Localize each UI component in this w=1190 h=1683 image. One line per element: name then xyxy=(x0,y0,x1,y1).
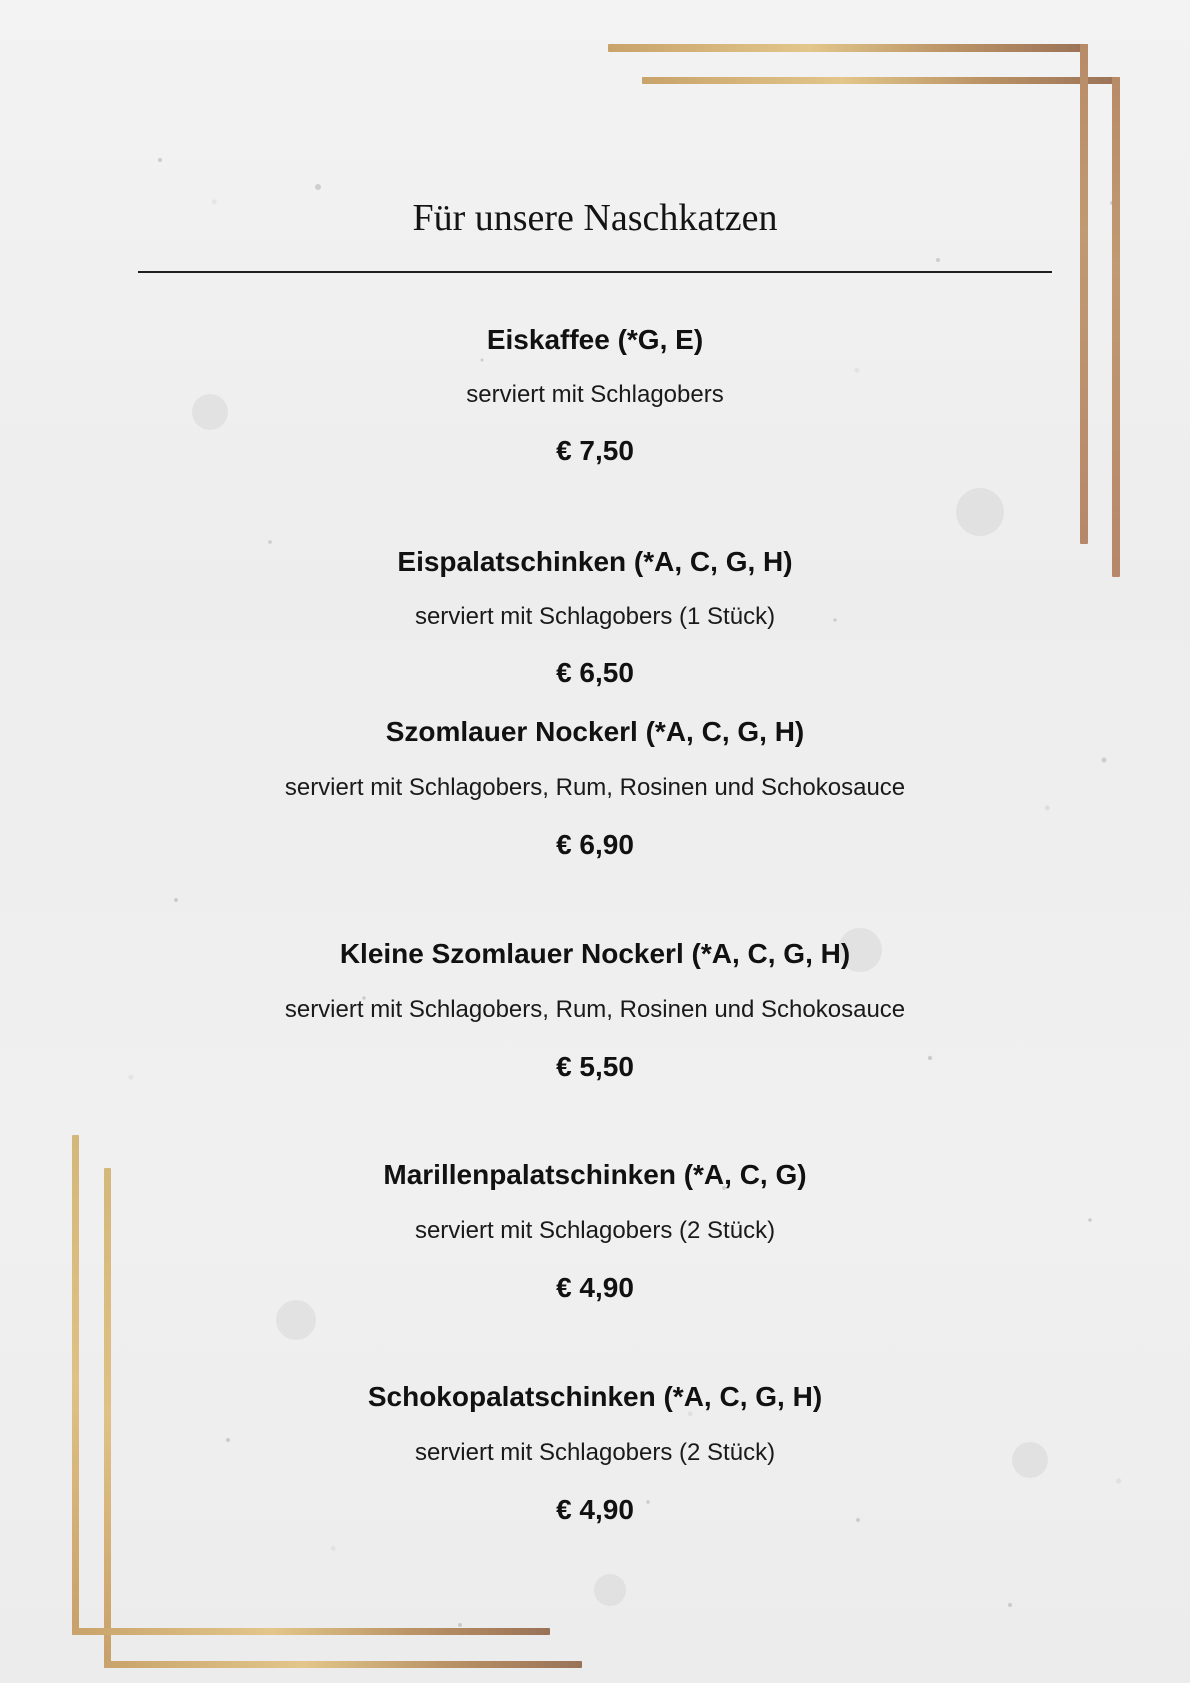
right-frame-outer-line xyxy=(1080,44,1088,544)
menu-item-price: € 4,90 xyxy=(556,1272,634,1303)
menu-item-price: € 6,50 xyxy=(556,657,634,688)
menu-item-name: Eiskaffee (*G, E) xyxy=(486,324,704,355)
title-divider xyxy=(138,271,1052,273)
menu-item-name: Schokopalatschinken (*A, C, G, H) xyxy=(367,1381,823,1412)
menu-item-name: Szomlauer Nockerl (*A, C, G, H) xyxy=(385,716,805,747)
menu-item-name: Eispalatschinken (*A, C, G, H) xyxy=(397,546,793,577)
menu-item-description: serviert mit Schlagobers (2 Stück) xyxy=(414,1217,776,1244)
top-frame-outer-line xyxy=(608,44,1088,52)
menu-item-description: serviert mit Schlagobers, Rum, Rosinen und Schokosauce xyxy=(284,774,906,801)
menu-item-description: serviert mit Schlagobers (1 Stück) xyxy=(414,603,776,630)
menu-item-description: serviert mit Schlagobers, Rum, Rosinen und Schokosauce xyxy=(284,996,906,1023)
menu-item-name: Marillenpalatschinken (*A, C, G) xyxy=(383,1159,807,1190)
bottom-frame-outer-line xyxy=(72,1628,550,1635)
menu-item-price: € 5,50 xyxy=(556,1051,634,1082)
menu-item-price: € 4,90 xyxy=(556,1494,634,1525)
bottom-frame-inner-line xyxy=(104,1661,582,1668)
top-frame-inner-line xyxy=(642,77,1120,84)
menu-item-name: Kleine Szomlauer Nockerl (*A, C, G, H) xyxy=(339,938,851,969)
menu-item-price: € 7,50 xyxy=(556,435,634,466)
page-title: Für unsere Naschkatzen xyxy=(412,197,778,239)
menu-item-description: serviert mit Schlagobers xyxy=(466,381,724,408)
menu-item-price: € 6,90 xyxy=(556,829,634,860)
menu-item-description: serviert mit Schlagobers (2 Stück) xyxy=(414,1439,776,1466)
left-frame-inner-line xyxy=(104,1168,111,1668)
